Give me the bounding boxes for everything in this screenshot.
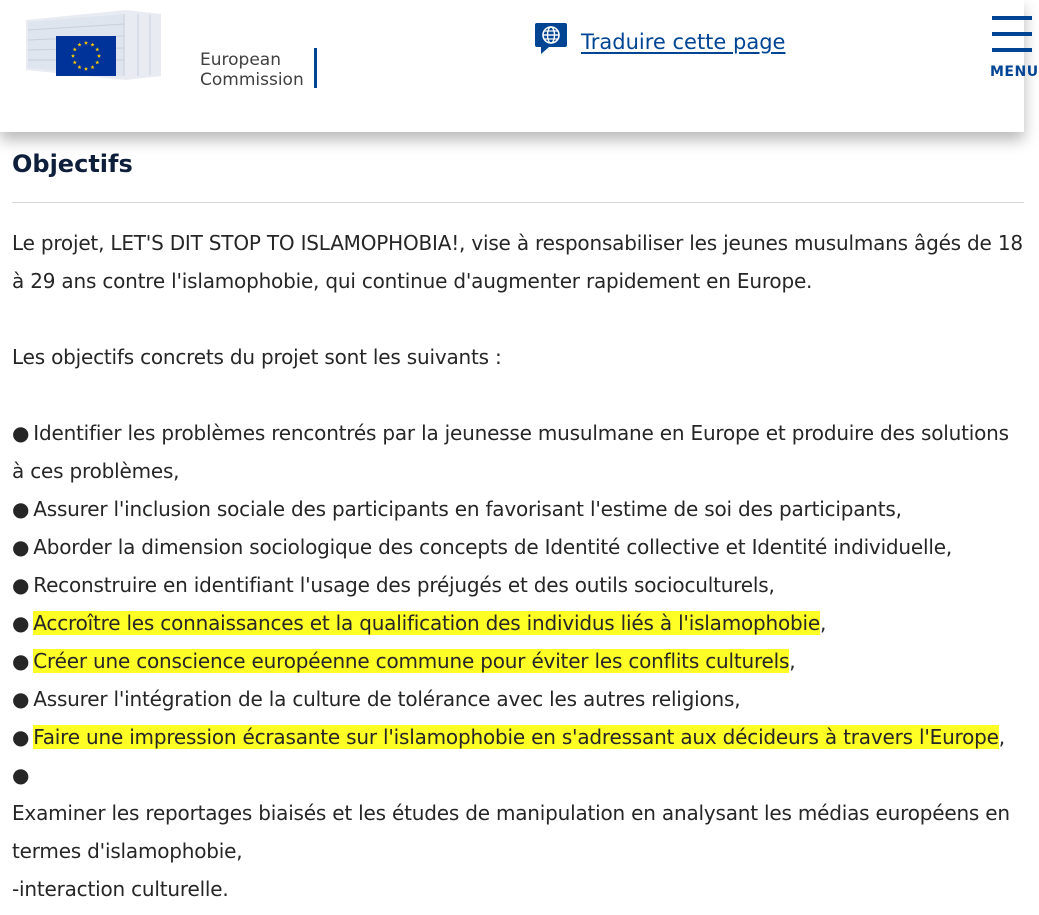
highlighted-text: Faire une impression écrasante sur l'islamophobie en s'adressant aux décideurs à travers l'Europe bbox=[33, 725, 999, 749]
list-item-suffix: , bbox=[820, 611, 827, 635]
hamburger-bar bbox=[992, 32, 1032, 36]
list-item-suffix: , ● bbox=[12, 725, 1005, 787]
list-item-suffix: , bbox=[789, 649, 796, 673]
list-item-highlighted bbox=[12, 642, 1024, 680]
bullet: ● bbox=[12, 497, 30, 521]
translate-link[interactable]: Traduire cette page bbox=[581, 30, 786, 54]
menu-label[interactable]: MENU bbox=[990, 64, 1039, 80]
list-item-text: Assurer l'intégration de la culture de tolérance avec les autres religions, bbox=[33, 687, 741, 711]
logo-line-1: European bbox=[200, 50, 281, 70]
list-item bbox=[12, 414, 1024, 490]
logo-wordmark bbox=[200, 50, 304, 90]
bullet: ● bbox=[12, 573, 30, 597]
highlighted-text: Créer une conscience européenne commune pour éviter les conflits culturels bbox=[33, 649, 790, 673]
list-item-text: Reconstruire en identifiant l'usage des préjugés et des outils socioculturels, bbox=[33, 573, 775, 597]
list-item bbox=[12, 528, 1024, 566]
logo-line-2: Commission bbox=[200, 70, 304, 90]
hamburger-bar bbox=[992, 48, 1032, 52]
bullet: ● bbox=[12, 687, 30, 711]
section-divider bbox=[12, 202, 1024, 203]
lead-paragraph: Les objectifs concrets du projet sont les suivants : bbox=[12, 345, 502, 369]
bullet: ● bbox=[12, 535, 30, 559]
highlighted-text: Accroître les connaissances et la qualification des individus liés à l'islamophobie bbox=[33, 611, 821, 635]
european-commission-logo[interactable] bbox=[26, 10, 304, 90]
list-item bbox=[12, 566, 1024, 604]
list-item-highlighted bbox=[12, 718, 1024, 794]
bullet: ● bbox=[12, 725, 30, 749]
bullet: ● bbox=[12, 649, 30, 673]
list-item-text: Identifier les problèmes rencontrés par la jeunesse musulmane en Europe et produire des solutions à ces problèmes, bbox=[12, 421, 1009, 483]
hamburger-icon[interactable] bbox=[992, 16, 1032, 20]
site-header bbox=[0, 0, 1039, 132]
list-item bbox=[12, 490, 1024, 528]
bullet: ● bbox=[12, 421, 30, 445]
logo-divider bbox=[314, 48, 317, 88]
trailing-paragraph: Examiner les reportages biaisés et les études de manipulation en analysant les médias européens en termes d'islamophobie, bbox=[12, 801, 1010, 863]
list-item-text: Assurer l'inclusion sociale des participants en favorisant l'estime de soi des participants, bbox=[33, 497, 902, 521]
menu-button[interactable] bbox=[988, 12, 1039, 82]
translate-page[interactable] bbox=[533, 22, 785, 62]
list-item-text: Aborder la dimension sociologique des concepts de Identité collective et Identité individuelle, bbox=[33, 535, 952, 559]
list-item bbox=[12, 680, 1024, 718]
globe-chat-icon[interactable] bbox=[533, 21, 569, 57]
section-title: Objectifs bbox=[12, 150, 133, 178]
main-content bbox=[0, 132, 1024, 915]
logo-graphic bbox=[26, 10, 161, 80]
trailing-paragraph: -interaction culturelle. bbox=[12, 877, 229, 901]
intro-paragraph: Le projet, LET'S DIT STOP TO ISLAMOPHOBIA!, vise à responsabiliser les jeunes musulmans âgés de 18 à 29 ans contre l'islamophobie, qui continue d'augmenter rapidement en Europe. bbox=[12, 231, 1023, 293]
bullet: ● bbox=[12, 611, 30, 635]
list-item-highlighted bbox=[12, 604, 1024, 642]
objectives-body bbox=[12, 224, 1024, 908]
